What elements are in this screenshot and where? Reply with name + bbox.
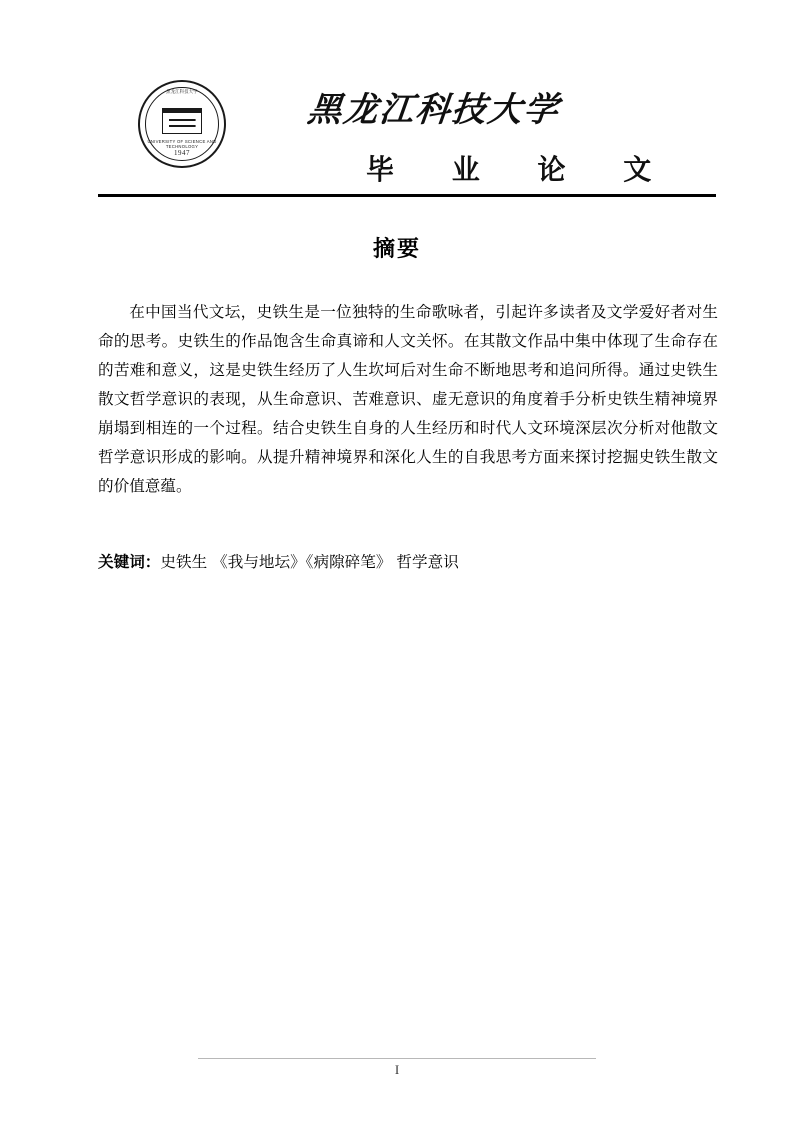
- seal-arc-bottom-text: UNIVERSITY OF SCIENCE AND TECHNOLOGY: [147, 139, 217, 149]
- abstract-body-text: 在中国当代文坛，史铁生是一位独特的生命歌咏者，引起许多读者及文学爱好者对生命的思考。史铁生的作品饱含生命真谛和人文关怀。在其散文作品中集中体现了生命存在的苦难和意义，这是史铁生经历了人生坎坷后对生命不断地思考和追问所得。通过史铁生散文哲学意识的表现，从生命意识、苦难意识、虚无意识的角度着手分析史铁生精神境界崩塌到相连的一个过程。结合史铁生自身的人生经历和时代人文环境深层次分析对他散文哲学意识形成的影响。从提升精神境界和深化人生的自我思考方面来探讨挖掘史铁生散文的价值意蕴。: [98, 303, 718, 495]
- university-name: 黑龙江科技大学: [305, 90, 562, 130]
- abstract-heading: 摘要: [372, 237, 421, 262]
- university-seal-icon: [138, 80, 226, 168]
- keywords-label: 关键词：: [98, 553, 161, 571]
- seal-year-text: 1947: [174, 149, 190, 157]
- seal-emblem-icon: [162, 108, 202, 134]
- keywords-line: [98, 548, 718, 577]
- page-number: I: [394, 1062, 400, 1077]
- keywords-value: 史铁生 《我与地坛》《病隙碎笔》 哲学意识: [160, 553, 459, 571]
- letterhead: [98, 70, 716, 198]
- seal-arc-top-text: 黑龙江科技大学: [166, 89, 198, 94]
- footer-divider: [198, 1058, 596, 1059]
- header-divider: [98, 194, 716, 197]
- document-kind-title: 毕 业 论 文: [366, 153, 676, 186]
